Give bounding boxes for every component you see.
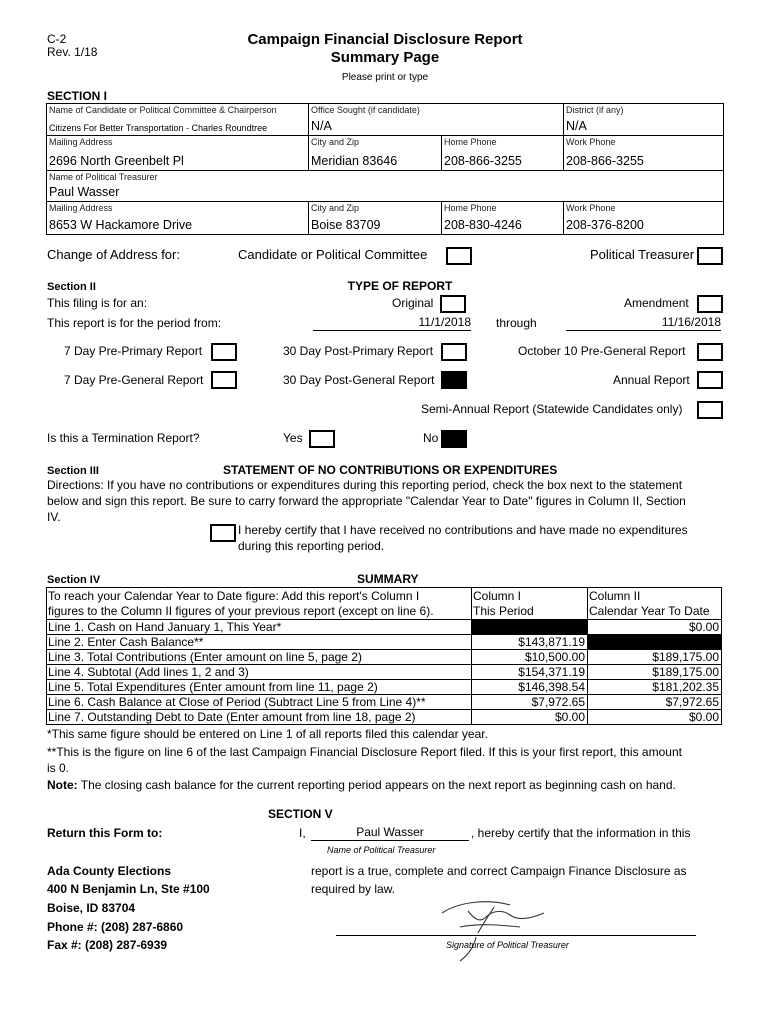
treasurer-home-cell[interactable] <box>441 201 564 235</box>
section-2-heading: Section II <box>47 281 96 293</box>
footnote-1: *This same figure should be entered on Line 1 of all reports filed this calendar year. <box>47 727 488 741</box>
treasurer-work-value: 208-376-8200 <box>566 218 644 232</box>
treasurer-city-value: Boise 83709 <box>311 218 381 232</box>
line6-col2-value: $7,972.65 <box>587 694 722 710</box>
summary-title: SUMMARY <box>357 572 419 586</box>
line2-col1-value: $143,871.19 <box>471 634 588 650</box>
annual-label: Annual Report <box>613 373 690 387</box>
signature-caption: Signature of Political Treasurer <box>446 940 569 950</box>
original-label: Original <box>392 296 434 310</box>
line5-col2-value: $181,202.35 <box>587 679 722 695</box>
period-to-field[interactable]: 11/16/2018 <box>566 315 721 331</box>
post-primary-label: 30 Day Post-Primary Report <box>283 344 434 358</box>
print-instruction: Please print or type <box>341 72 429 83</box>
summary-row-label: Line 5. Total Expenditures (Enter amount from line 11, page 2) <box>46 679 472 695</box>
period-label: This report is for the period from: <box>47 316 222 330</box>
certify-text-a: , hereby certify that the information in this <box>471 826 691 840</box>
semi-annual-checkbox[interactable] <box>697 401 723 419</box>
page-subtitle: Summary Page <box>330 49 440 66</box>
column-1-subtitle: This Period <box>473 604 534 618</box>
summary-row-label: Line 7. Outstanding Debt to Date (Enter amount from line 18, page 2) <box>46 709 472 725</box>
footnote-2a: **This is the figure on line 6 of the last Campaign Financial Disclosure Report filed. If this is your first report, this amount <box>47 745 682 759</box>
no-contributions-checkbox[interactable] <box>210 524 236 542</box>
address-line: Ada County Elections <box>47 864 172 878</box>
annual-checkbox[interactable] <box>697 371 723 389</box>
termination-question: Is this a Termination Report? <box>47 431 200 445</box>
certify-line-2: during this reporting period. <box>238 539 385 553</box>
office-label: Office Sought (if candidate) <box>311 105 420 115</box>
address-line: Fax #: (208) 287-6939 <box>47 938 168 952</box>
treasurer-value: Paul Wasser <box>49 185 120 199</box>
change-treasurer-checkbox[interactable] <box>697 247 723 265</box>
original-checkbox[interactable] <box>440 295 466 313</box>
certify-text-c: required by law. <box>311 882 396 896</box>
mailing-label: Mailing Address <box>49 137 113 147</box>
address-line: Boise, ID 83704 <box>47 901 136 915</box>
treasurer-signature <box>420 893 570 963</box>
candidate-value: Citizens For Better Transportation - Charles Roundtree <box>49 123 268 133</box>
summary-row-label: Line 1. Cash on Hand January 1, This Year* <box>46 619 472 635</box>
treasurer-label: Name of Political Treasurer <box>49 172 158 182</box>
mailing-cell[interactable] <box>46 135 309 171</box>
footnote-2b: is 0. <box>47 761 70 775</box>
line1-col2-value: $0.00 <box>587 619 722 635</box>
line6-col1-value: $7,972.65 <box>471 694 588 710</box>
termination-no-label: No <box>423 431 439 445</box>
post-general-label: 30 Day Post-General Report <box>283 373 435 387</box>
summary-row-label: Line 6. Cash Balance at Close of Period (Subtract Line 5 from Line 4)** <box>46 694 472 710</box>
treasurer-mailing-label: Mailing Address <box>49 203 113 213</box>
candidate-label: Name of Candidate or Political Committee & Chairperson <box>49 105 277 115</box>
note-3 <box>47 778 676 792</box>
column-2-header <box>587 587 722 620</box>
summary-intro-1: To reach your Calendar Year to Date figure: Add this report's Column I <box>48 589 420 603</box>
district-value: N/A <box>566 119 587 133</box>
through-label: through <box>496 316 537 330</box>
candidate-cell[interactable] <box>46 103 309 136</box>
summary-intro-2: figures to the Column II figures of your previous report (except on line 6). <box>48 604 434 618</box>
treasurer-work-label: Work Phone <box>566 203 616 213</box>
oct10-label: October 10 Pre-General Report <box>518 344 686 358</box>
summary-row-label: Line 2. Enter Cash Balance** <box>46 634 472 650</box>
pre-general-label: 7 Day Pre-General Report <box>64 373 204 387</box>
revision: Rev. 1/18 <box>47 45 98 59</box>
line1-col1-blocked <box>471 619 588 635</box>
office-value: N/A <box>311 119 332 133</box>
column-1-title: Column I <box>473 589 522 603</box>
section-3-directions-1: Directions: If you have no contributions or expenditures during this reporting period, check the box next to the statement <box>47 478 683 492</box>
termination-yes-checkbox[interactable] <box>309 430 335 448</box>
summary-row-label: Line 4. Subtotal (Add lines 1, 2 and 3) <box>46 664 472 680</box>
line2-col2-blocked <box>587 634 722 650</box>
section-4-heading: Section IV <box>47 574 101 586</box>
termination-yes-label: Yes <box>283 431 303 445</box>
change-candidate-checkbox[interactable] <box>446 247 472 265</box>
treasurer-city-cell[interactable] <box>308 201 442 235</box>
home-phone-value: 208-866-3255 <box>444 154 522 168</box>
treasurer-name-field[interactable]: Paul Wasser <box>311 825 469 841</box>
section-3-title: STATEMENT OF NO CONTRIBUTIONS OR EXPENDITURES <box>223 463 558 477</box>
work-phone-label: Work Phone <box>566 137 616 147</box>
section-1-heading: SECTION I <box>47 89 108 103</box>
office-cell[interactable] <box>308 103 564 136</box>
treasurer-home-value: 208-830-4246 <box>444 218 522 232</box>
column-2-subtitle: Calendar Year To Date <box>589 604 710 618</box>
certify-text-b: report is a true, complete and correct Campaign Finance Disclosure as <box>311 864 687 878</box>
treasurer-mailing-cell[interactable] <box>46 201 309 235</box>
line4-col2-value: $189,175.00 <box>587 664 722 680</box>
line3-col1-value: $10,500.00 <box>471 649 588 665</box>
post-general-checkbox[interactable] <box>441 371 467 389</box>
work-phone-value: 208-866-3255 <box>566 154 644 168</box>
pre-general-checkbox[interactable] <box>211 371 237 389</box>
type-of-report-title: TYPE OF REPORT <box>347 279 453 293</box>
column-1-header <box>471 587 588 620</box>
treasurer-home-label: Home Phone <box>444 203 497 213</box>
line7-col1-value: $0.00 <box>471 709 588 725</box>
summary-row-label: Line 3. Total Contributions (Enter amount on line 5, page 2) <box>46 649 472 665</box>
home-phone-cell[interactable] <box>441 135 564 171</box>
summary-intro-cell <box>46 587 472 620</box>
termination-no-checkbox[interactable] <box>441 430 467 448</box>
treasurer-city-label: City and Zip <box>311 203 360 213</box>
section-5-heading: SECTION V <box>268 807 333 821</box>
form-code: C-2 <box>47 32 67 46</box>
name-caption: Name of Political Treasurer <box>327 845 436 855</box>
district-label: District (if any) <box>566 105 624 115</box>
district-cell[interactable] <box>563 103 724 136</box>
mailing-value: 2696 North Greenbelt Pl <box>49 154 184 168</box>
column-2-title: Column II <box>589 589 641 603</box>
address-line: Phone #: (208) 287-6860 <box>47 920 184 934</box>
certify-i: I, <box>299 826 306 840</box>
certify-line-1: I hereby certify that I have received no contributions and have made no expenditures <box>238 523 688 537</box>
section-3-directions-2: below and sign this report. Be sure to carry forward the appropriate "Calendar Year to Date" figures in Column II, Section <box>47 494 686 508</box>
change-candidate-label: Candidate or Political Committee <box>238 247 428 262</box>
address-line: 400 N Benjamin Ln, Ste #100 <box>47 882 210 896</box>
section-3-heading: Section III <box>47 465 99 477</box>
city-label: City and Zip <box>311 137 360 147</box>
period-from-field[interactable]: 11/1/2018 <box>313 315 471 331</box>
line7-col2-value: $0.00 <box>587 709 722 725</box>
pre-primary-checkbox[interactable] <box>211 343 237 361</box>
amendment-checkbox[interactable] <box>697 295 723 313</box>
line3-col2-value: $189,175.00 <box>587 649 722 665</box>
work-phone-cell[interactable] <box>563 135 724 171</box>
home-phone-label: Home Phone <box>444 137 497 147</box>
change-treasurer-label: Political Treasurer <box>590 247 695 262</box>
page-title: Campaign Financial Disclosure Report <box>247 31 523 48</box>
treasurer-work-cell[interactable] <box>563 201 724 235</box>
pre-primary-label: 7 Day Pre-Primary Report <box>64 344 203 358</box>
filing-label: This filing is for an: <box>47 296 148 310</box>
city-value: Meridian 83646 <box>311 154 398 168</box>
line4-col1-value: $154,371.19 <box>471 664 588 680</box>
signature-line[interactable] <box>336 935 696 936</box>
amendment-label: Amendment <box>624 296 689 310</box>
city-cell[interactable] <box>308 135 442 171</box>
post-primary-checkbox[interactable] <box>441 343 467 361</box>
treasurer-cell[interactable] <box>46 170 724 202</box>
treasurer-mailing-value: 8653 W Hackamore Drive <box>49 218 193 232</box>
change-address-label: Change of Address for: <box>47 247 180 262</box>
note-3-text: The closing cash balance for the current reporting period appears on the next report as beginning cash on hand. <box>80 778 676 792</box>
oct10-checkbox[interactable] <box>697 343 723 361</box>
line5-col1-value: $146,398.54 <box>471 679 588 695</box>
note-3-label: Note: <box>47 778 78 792</box>
semi-annual-label: Semi-Annual Report (Statewide Candidates only) <box>421 402 683 416</box>
section-3-directions-3: IV. <box>47 510 61 524</box>
return-form-label: Return this Form to: <box>47 826 163 840</box>
